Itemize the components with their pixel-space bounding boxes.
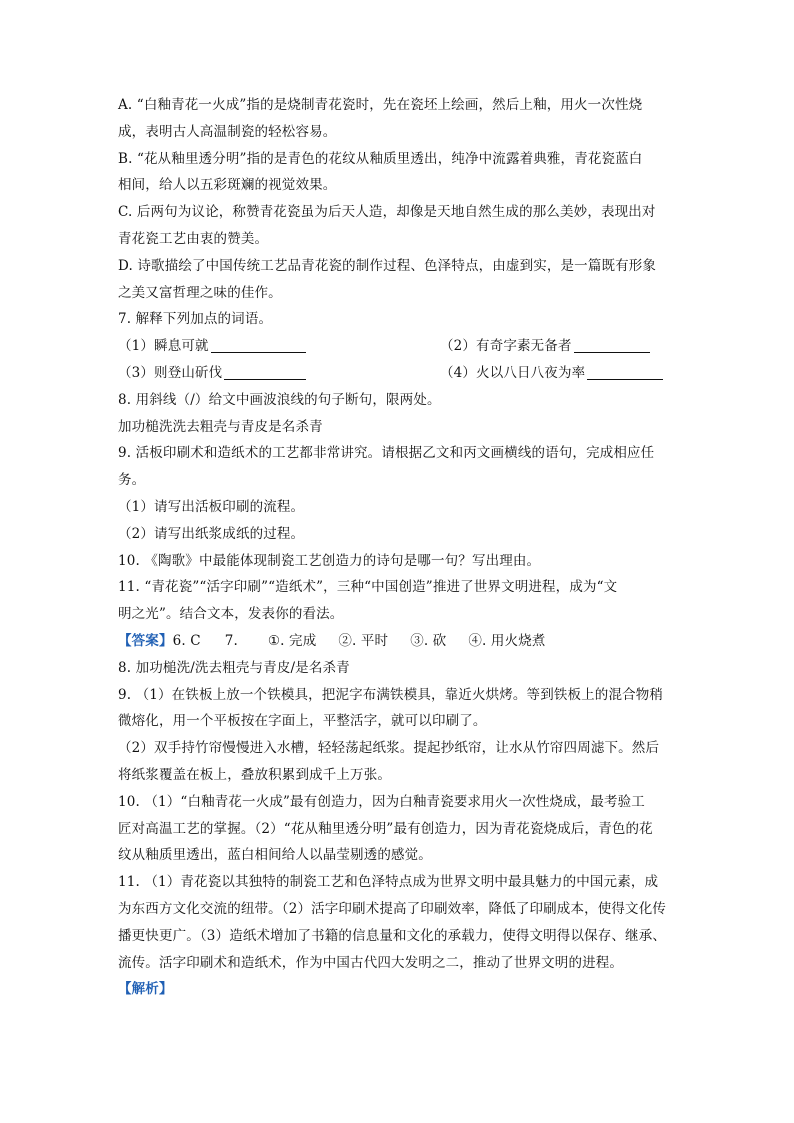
- question-9-sub-1: （1）请写出活板印刷的流程。: [118, 498, 305, 515]
- answer-7-item-2: ②. 平时: [338, 632, 389, 649]
- option-d: [118, 253, 678, 307]
- question-7-item-4: （4）火以八日八夜为率: [440, 360, 663, 387]
- answer-10-line-1: 10. （1）“白釉青花一火成”最有创造力，因为白釉青瓷要求用火一次性烧成，最考验工: [118, 793, 645, 810]
- answer-7-number: 7.: [224, 632, 238, 649]
- answer-blank[interactable]: [211, 337, 306, 353]
- answer-9-line-4: 将纸浆覆盖在板上，叠放积累到成千上万张。: [118, 766, 391, 783]
- analysis-tag: 【解析】: [118, 981, 173, 998]
- option-b-line-1: B. “花从釉里透分明”指的是青色的花纹从釉质里透出，纯净中流露着典雅，青花瓷蓝白: [118, 150, 643, 167]
- answer-10-line-2: 匠对高温工艺的掌握。（2）“花从釉里透分明”最有创造力，因为青花瓷烧成后，青色的花: [118, 820, 653, 837]
- answer-9-line-3: （2）双手持竹帘慢慢进入水槽，轻轻荡起纸浆。提起抄纸帘，让水从竹帘四周滤下。然后: [118, 740, 660, 757]
- option-a-line-1: A. “白釉青花一火成”指的是烧制青花瓷时，先在瓷坯上绘画，然后上釉，用火一次性烧: [118, 97, 643, 113]
- answer-9-line-1: 9. （1）在铁板上放一个铁模具，把泥字布满铁模具，靠近火烘烤。等到铁板上的混合物稍: [118, 686, 664, 703]
- question-11-line-2: 明之光”。结合文本，发表你的看法。: [118, 606, 344, 623]
- question-7-row-2: [118, 360, 678, 387]
- question-10: 10. 《陶歌》中最能体现制瓷工艺创造力的诗句是哪一句？写出理由。: [118, 552, 541, 569]
- question-8-sentence: 加功槌洗洗去粗壳与青皮是名杀青: [118, 418, 323, 435]
- option-b: [118, 146, 678, 200]
- document-page: [118, 92, 678, 1003]
- answer-8: 8. 加功槌洗/洗去粗壳与青皮/是名杀青: [118, 659, 350, 676]
- option-c-line-1: C. 后两句为议论，称赞青花瓷虽为后天人造，却像是天地自然生成的那么美妙，表现出对: [118, 204, 656, 221]
- answer-blank[interactable]: [574, 337, 650, 353]
- answer-11-line-2: 为东西方文化交流的纽带。（2）活字印刷术提高了印刷效率，降低了印刷成本，使得文化传: [118, 900, 666, 917]
- option-d-line-2: 之美又富哲理之味的佳作。: [118, 284, 282, 301]
- question-7-row-1: [118, 333, 678, 360]
- analysis-tag-row: [118, 976, 678, 1003]
- question-7-item-3: （3）则登山斫伐: [118, 360, 306, 387]
- question-9-sub-2: （2）请写出纸浆成纸的过程。: [118, 525, 305, 542]
- question-7-item-1: （1）瞬息可就: [118, 333, 306, 360]
- answer-6: 6. C: [172, 632, 201, 649]
- question-7-title: 7. 解释下列加点的词语。: [118, 311, 273, 328]
- answer-11-line-4: 流传。活字印刷术和造纸术，作为中国古代四大发明之二，推动了世界文明的进程。: [118, 954, 624, 971]
- option-b-line-2: 相间，给人以五彩斑斓的视觉效果。: [118, 177, 337, 194]
- question-11-line-1: 11. “青花瓷”“活字印刷”“造纸术”，三种“中国创造”推进了世界文明进程，成为“文: [118, 579, 618, 596]
- question-9-line-2: 务。: [118, 472, 146, 489]
- answer-9-line-2: 微熔化，用一个平板按在字面上，平整活字，就可以印刷了。: [118, 713, 487, 730]
- answer-11-line-3: 播更快更广。（3）造纸术增加了书籍的信息量和文化的承载力，使得文明得以保存、继承、: [118, 927, 666, 944]
- answer-11-line-1: 11. （1）青花瓷以其独特的制瓷工艺和色泽特点成为世界文明中最具魅力的中国元素，成: [118, 874, 659, 891]
- option-c-line-2: 青花瓷工艺由衷的赞美。: [118, 230, 269, 247]
- answer-7-item-4: ④. 用火烧煮: [468, 632, 546, 649]
- answer-blank[interactable]: [587, 364, 663, 380]
- answer-tag: 【答案】: [118, 632, 173, 649]
- answer-7-item-1: ①. 完成: [267, 632, 317, 649]
- answer-10-line-3: 纹从釉质里透出，蓝白相间给人以晶莹剔透的感觉。: [118, 847, 432, 864]
- option-a-line-2: 成，表明古人高温制瓷的轻松容易。: [118, 123, 337, 140]
- answer-row-6-7: [118, 628, 678, 655]
- question-9-line-1: 9. 活板印刷术和造纸术的工艺都非常讲究。请根据乙文和丙文画横线的语句，完成相应任: [118, 445, 655, 462]
- question-7-item-2: （2）有奇字素无备者: [440, 333, 650, 360]
- option-a: [118, 92, 678, 146]
- question-8-title: 8. 用斜线（/）给文中画波浪线的句子断句，限两处。: [118, 391, 441, 408]
- answer-blank[interactable]: [224, 364, 306, 380]
- option-d-line-1: D. 诗歌描绘了中国传统工艺品青花瓷的制作过程、色泽特点，由虚到实，是一篇既有形象: [118, 257, 657, 274]
- answer-7-item-3: ③. 砍: [410, 632, 447, 649]
- option-c: [118, 199, 678, 253]
